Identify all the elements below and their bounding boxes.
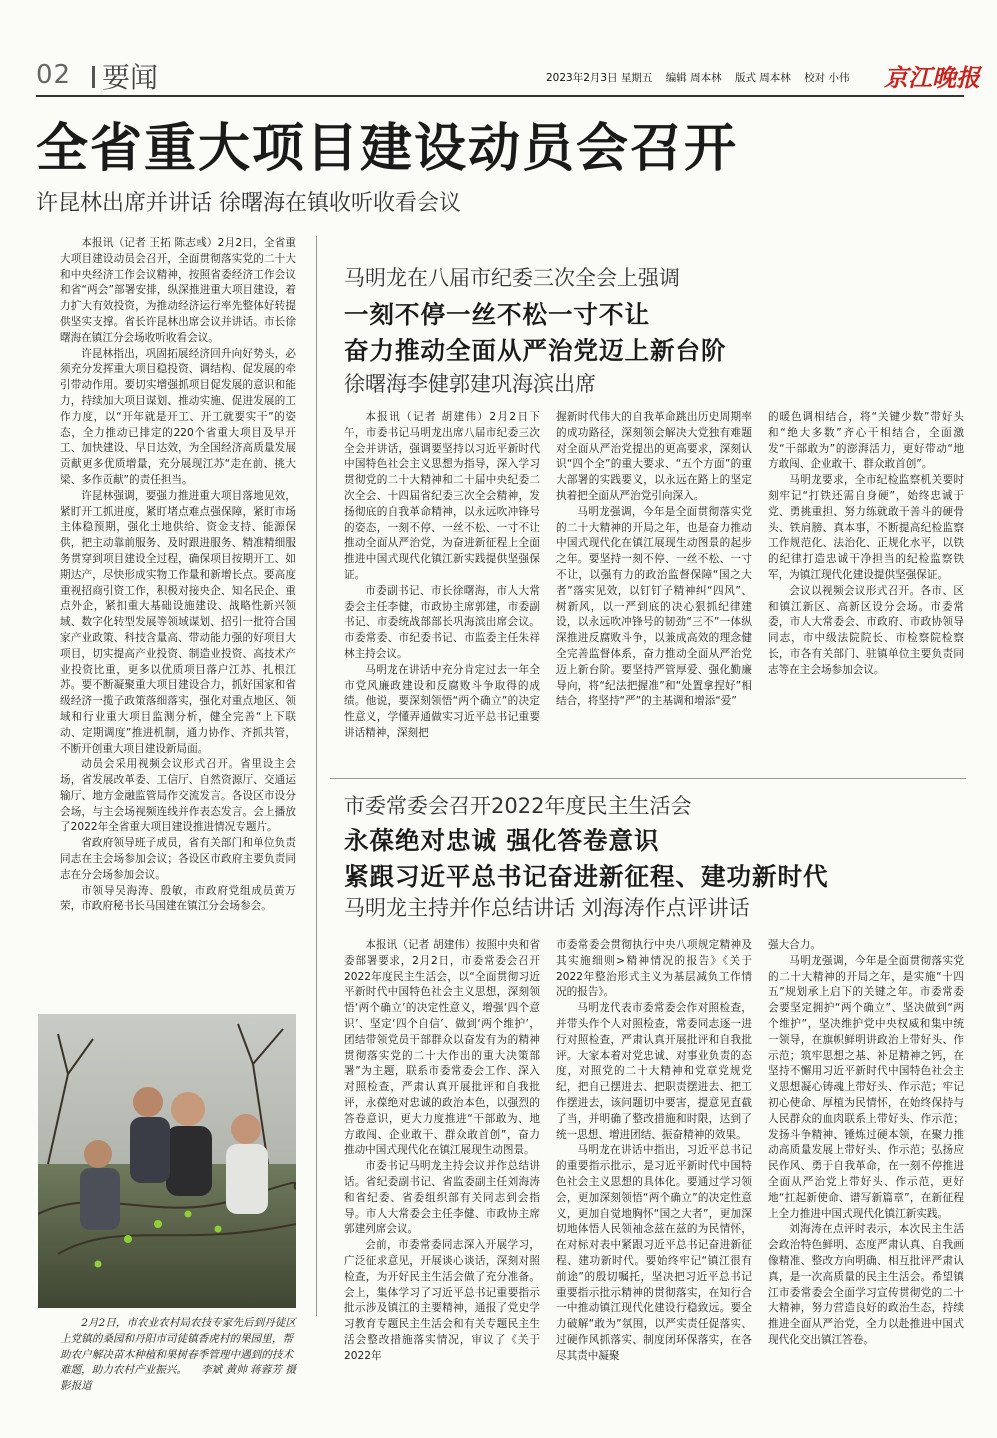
article2-paragraph: 会前，市委常委同志深入开展学习，广泛征求意见，开展谈心谈话，深刻对照检查，为开好民主生活会做了充分准备。会上，集体学习了习近平总书记重要指示批示涉及镇江的主要精神，通报了党史学习教育专题民主生活会和有关专题民主生活会整改措施落实情况，审议了《关于2022年 (344, 1239, 540, 1362)
article1-column-3 (768, 410, 964, 740)
photo-credit: 李斌 黄帅 蒋蓉芳 摄影报道 (60, 1364, 296, 1393)
article2-headline-line2: 紧跟习近平总书记奋进新征程、建功新时代 (344, 862, 829, 891)
lead-subheadline: 许昆林出席并讲话 徐曙海在镇收听收看会议 (36, 191, 461, 216)
article2-paragraph: 刘海涛在点评时表示，本次民主生活会政治特色鲜明、态度严肃认真、自我画像精准、整改方向明确、相互批评严肃认真，是一次高质量的民主生活会。希望镇江市委常委会全面学习宣传贯彻党的二十大精神，努力营造良好的政治生态，持续推进全面从严治党，全力以赴推进中国式现代化交出镇江答卷。 (768, 1223, 964, 1346)
masthead-rule (36, 95, 964, 97)
article1-headline-line1: 一刻不停一丝不松一寸不让 (344, 300, 650, 329)
article2-paragraph: 市委书记马明龙主持会议并作总结讲话。省纪委副书记、省监委副主任刘海涛和省纪委、省委组织部有关同志到会指导。市人大常委会主任李健、市政协主席郭建列席会议。 (344, 1160, 540, 1236)
proof-credit: 校对 小伟 (804, 72, 850, 84)
news-photo (38, 1014, 296, 1308)
lead-paragraph: 本报讯（记者 王拓 陈志彧）2月2日，全省重大项目建设动员会召开，全面贯彻落实党的二十大和中央经济工作会议精神，按照省委经济工作会议和省“两会”部署安排，纵深推进重大项目建设，着力扩大有效投资，为推动经济运行率先整体好转提供坚实支撑。省长许昆林出席会议并讲话。市长徐曙海在镇江分会场收听收看会议。 (60, 237, 296, 344)
article2-column-2 (556, 938, 752, 1408)
lead-paragraph: 省政府领导班子成员，省有关部门和单位负责同志在主会场参加会议；各设区市政府主要负责同志在分会场参加会议。 (60, 837, 296, 881)
article2-paragraph: 强大合力。 (768, 939, 821, 951)
photo-caption-text: 2月2日，市农业农村局农技专家先后到丹徒区上党镇的桑园和丹阳市司徒镇香虎村的果园里，帮助农户解决苗木种植和果树春季管理中遇到的技术难题，助力农村产业振兴。 (60, 1317, 296, 1377)
issue-date: 2023年2月3日 星期五 (546, 72, 653, 84)
article2-kicker: 市委常委会召开2022年度民主生活会 (344, 794, 692, 818)
article1-paragraph: 马明龙在讲话中充分肯定过去一年全市党风廉政建设和反腐败斗争取得的成绩。他说，要深刻领悟“两个确立”的决定性意义，学懂弄通做实习近平总书记重要讲话精神，深刻把 (344, 663, 540, 739)
layout-credit: 版式 周本林 (734, 72, 791, 84)
article1-paragraph: 握新时代伟大的自我革命跳出历史周期率的成功路径，深刻领会解决大党独有难题对全面从严治党提出的更高要求，深刻认识“四个全”的重大要求、“五个方面”的重大部署的实践要义，以永远在路上的坚定执着把全面从严治党引向深入。 (556, 411, 752, 502)
article2-paragraph: 市委常委会贯彻执行中央八项规定精神及其实施细则>精神情况的报告》《关于2022年整治形式主义为基层减负工作情况的报告》。 (556, 939, 752, 999)
lead-paragraph: 动员会采用视频会议形式召开。省里设主会场，省发展改革委、工信厅、自然资源厅、交通运输厅、地方金融监管局作交流发言。各设区市设分会场，与主会场视频连线并作表态发言。会上播放了2022年全省重大项目建设推进情况专题片。 (60, 758, 296, 834)
article2-headline-line1: 永葆绝对忠诚 强化答卷意识 (344, 826, 660, 855)
section-name: 要闻 (102, 61, 159, 94)
lead-paragraph: 许昆林指出，巩固拓展经济回升向好势头，必须充分发挥重大项目稳投资、调结构、促发展的牵引带动作用。要切实增强抓项目促发展的意识和能力，持续加大项目谋划、推动实施、促进发展的工作力度，以“开年就是开工、开工就要实干”的姿态，全力推动已排定的220个省重大项目及早开工、加快建设、早日达效，为全国经济高质量发展贡献更多优质增量，充分展现江苏“走在前、挑大梁、多作贡献”的责任担当。 (60, 347, 296, 486)
lead-paragraph: 市领导吴海涛、殷敏，市政府党组成员黄万荣，市政府秘书长马国建在镇江分会场参会。 (60, 884, 296, 913)
article2-paragraph: 马明龙强调，今年是全面贯彻落实党的二十大精神的开局之年，是实施“十四五”规划承上启下的关键之年。市委常委会要坚定拥护“两个确立”、坚决做到“两个维护”，坚决维护党中央权威和集中统一领导，在旗帜鲜明讲政治上带好头、作示范；筑牢思想之基、补足精神之钙，在坚持不懈用习近平新时代中国特色社会主义思想凝心铸魂上带好头、作示范；牢记初心使命、厚植为民情怀，在始终保持与人民群众的血肉联系上带好头、作示范；发扬斗争精神、锤炼过硬本领，在聚力推动高质量发展上带好头、作示范；弘扬应民作风、勇于自我革命，在一刻不停推进全面从严治党上带好头、作示范，更好地“扛起新使命、谱写新篇章”，在新征程上全力推进中国式现代化镇江新实践。 (768, 954, 964, 1220)
article1-paragraph: 市委副书记、市长徐曙海，市人大常委会主任李健，市政协主席郭建，市委副书记、市委统战部部长巩海滨出席会议。市委常委、市纪委书记、市监委主任朱祥林主持会议。 (344, 584, 540, 660)
article2-paragraph: 马明龙代表市委常委会作对照检查，并带头作个人对照检查，常委同志逐一进行对照检查，严肃认真开展批评和自我批评。大家本着对党忠诚、对事业负责的态度，对照党的二十大精神和党章党规党纪，把自己摆进去、把职责摆进去、把工作摆进去，该问题切中要害，提意见直截了当，并明确了整改措施和时限，达到了统一思想、增进团结、振奋精神的效果。 (556, 1002, 752, 1141)
newspaper-logo: 京江晚报 (884, 63, 980, 92)
lead-paragraph: 许昆林强调，要强力推进重大项目落地见效，紧盯开工抓进度，紧盯堵点难点强保障，紧盯市场主体稳预期，强化土地供给、资金支持、能源保供，把主动靠前服务、及时跟进服务、精准精细服务贯穿到项目建设全过程，确保项目按期开工、如期达产，尽快形成实物工作量和新增长点。要高度重视招商引资工作，积极对接央企、知名民企、重点外企，紧扣重大基础设施建设、战略性新兴领域、数字化转型发展等领域谋划、招引一批符合国家产业政策、科技含量高、带动能力强的好项目大项目，切实提高产业投资、制造业投资、高技术产业投资比重，更多以优质项目落户江苏、扎根江苏。要不断凝聚重大项目建设合力，抓好国家和省级经济一揽子政策落细落实，强化对重点地区、领域和行业重大项目监测分析，健全完善“上下联动、定期调度”推进机制，通力协作、齐抓共管，不断开创重大项目建设新局面。 (60, 489, 296, 755)
article-divider (330, 778, 966, 779)
lead-headline: 全省重大项目建设动员会召开 (36, 118, 739, 179)
masthead (36, 54, 980, 94)
article2-column-3 (768, 938, 964, 1408)
article1-headline-line2: 奋力推动全面从严治党迈上新台阶 (344, 336, 727, 365)
article1-paragraph: 会议以视频会议形式召开。各市、区和镇江新区、高新区设分会场。市委常委，市人大常委会、市政府、市政协领导同志，市中级法院院长、市检察院检察长，市各有关部门、驻镇单位主要负责同志等在主会场参加会议。 (768, 584, 964, 676)
editor-credit: 编辑 周本林 (665, 72, 722, 84)
column-divider (316, 236, 317, 1316)
article2-deck: 马明龙主持并作总结讲话 刘海涛作点评讲话 (344, 896, 750, 920)
article1-paragraph: 马明龙强调，今年是全面贯彻落实党的二十大精神的开局之年，也是奋力推动中国式现代化在镇江展现生动图景的起步之年。要坚持一刻不停、一丝不松、一寸不让，以强有力的政治监督保障“国之大者”落实见效，以钉钉子精神纠“四风”、树新风，以一严到底的决心狠抓纪律建设，以永远吹冲锋号的韧劲“三不”一体纵深推进反腐败斗争，以兼成高效的理念健全完善监督体系，奋力推动全面从严治党迈上新台阶。要坚持严管厚爱、强化勤廉导向，将“纪法把握准”和“处置拿捏好”相结合，将坚持“严”的主基调和增添“爱” (556, 505, 752, 708)
article2-paragraph: 本报讯（记者 胡建伟）按照中央和省委部署要求，2月2日，市委常委会召开2022年度民主生活会，以“全面贯彻习近平新时代中国特色社会主义思想，深刻领悟‘两个确立’的决定性意义，增强‘四个意识’、坚定‘四个自信’、做到‘两个维护’，团结带领党员干部群众以奋发有为的精神贯彻落实党的二十大作出的重大决策部署”为主题，联系市委常委会工作、深入对照检查，严肃认真开展批评和自我批评，永葆绝对忠诚的政治本色，以强烈的答卷意识，更大力度推进“干部敢为、地方敢闯、企业敢干、群众敢首创”，奋力推动中国式现代化在镇江展现生动图景。 (344, 939, 540, 1157)
page-number: 02 (36, 60, 72, 90)
article1-column-1 (344, 410, 540, 770)
article1-deck: 徐曙海李健郭建巩海滨出席 (344, 372, 596, 396)
issue-meta (546, 70, 859, 85)
article2-column-1 (344, 938, 540, 1408)
article2-paragraph: 马明龙在讲话中指出，习近平总书记的重要指示批示，是习近平新时代中国特色社会主义思想的具体化。要通过学习领会，更加深刻领悟“两个确立”的决定性意义，更加自觉地胸怀“国之大者”，更加深切地体悟人民领袖念兹在兹的为民情怀，在对标对表中紧跟习近平总书记奋进新征程、建功新时代。要始终牢记“镇江很有前途”的殷切嘱托，坚决把习近平总书记重要指示批示精神的贯彻落实，在知行合一中推动镇江现代化建设行稳致远。要全力破解“敢为”氛围，以严实责任促落实、过硬作风抓落实、制度闭环保落实，在各尽其责中凝聚 (556, 1144, 752, 1362)
photo-caption (60, 1316, 296, 1395)
article1-column-2 (556, 410, 752, 770)
article1-kicker: 马明龙在八届市纪委三次全会上强调 (344, 266, 680, 290)
article1-paragraph: 的暖色调相结合，将“关键少数”带好头和“绝大多数”齐心干相结合，全面激发“干部敢为”的澎湃活力，更好带动“地方敢闯、企业敢干、群众敢首创”。 (768, 411, 964, 471)
page-number-divider (92, 66, 95, 88)
lead-body (60, 236, 296, 1006)
orchard-photo-illustration (38, 1014, 296, 1308)
article1-paragraph: 本报讯（记者 胡建伟）2月2日下午，市委书记马明龙出席八届市纪委三次全会并讲话，强调要坚持以习近平新时代中国特色社会主义思想为指导，深入学习贯彻党的二十大精神和二十届中央纪委二次全会、十四届省纪委三次全会精神，发扬彻底的自我革命精神，以永远吹冲锋号的姿态，一刻不停、一丝不松、一寸不让推动全面从严治党，为奋进新征程上全面推进中国式现代化镇江新实践提供坚强保证。 (344, 411, 540, 581)
article1-paragraph: 马明龙要求，全市纪检监察机关要时刻牢记“打铁还需自身硬”，始终忠诚于党、勇挑重担、努力练就敢干善斗的硬骨头、铁肩膀、真本事，不断提高纪检监察工作规范化、法治化、正规化水平，以铁的纪律打造忠诚干净担当的纪检监察铁军，为镇江现代化建设提供坚强保证。 (768, 474, 964, 581)
